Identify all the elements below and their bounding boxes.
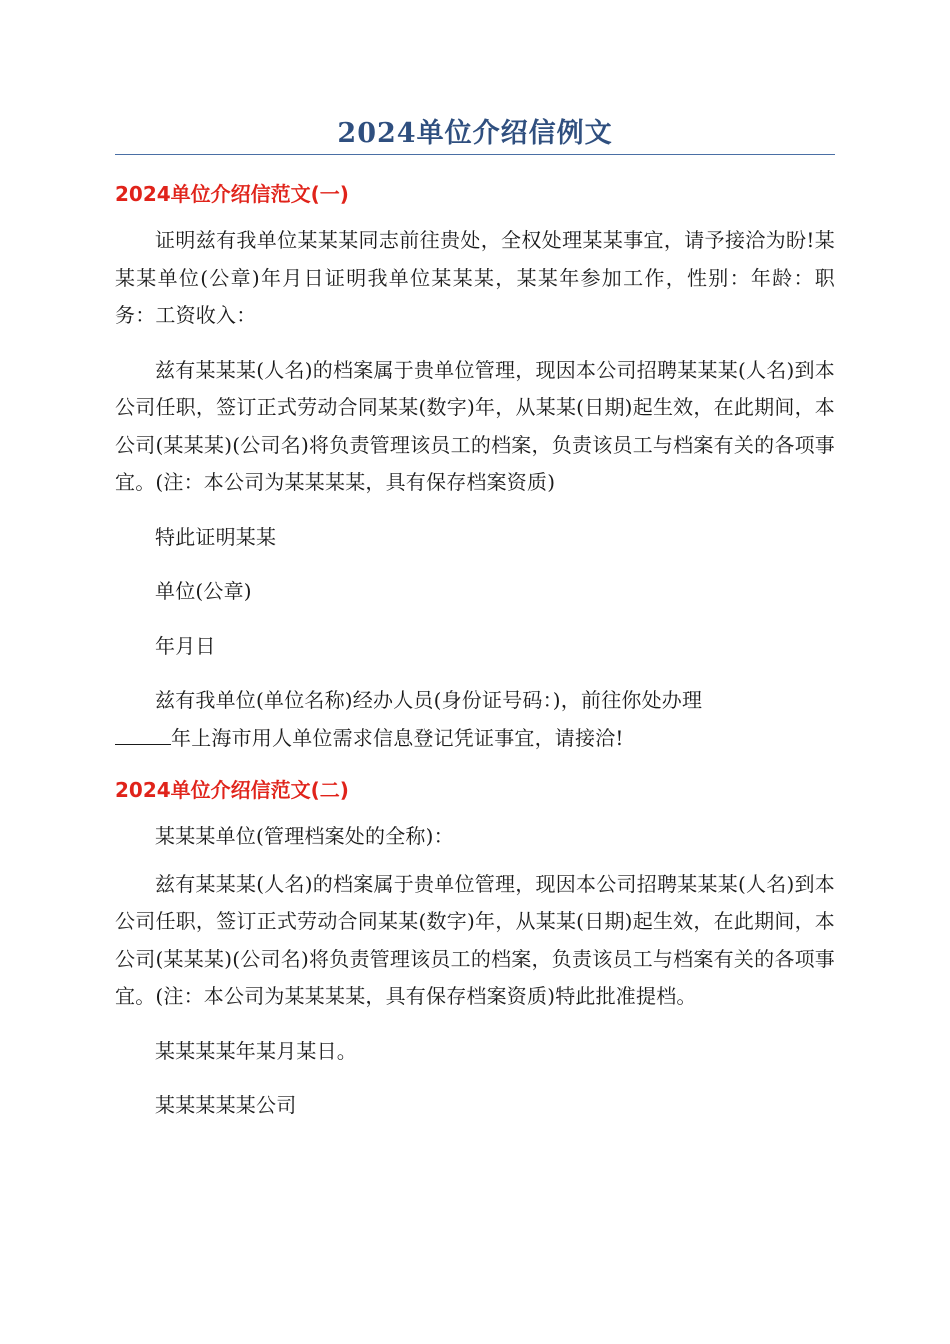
document-body xyxy=(115,178,835,1142)
paragraph: 某某某某年某月某日。 xyxy=(155,1038,357,1063)
paragraph: 某某某某某公司 xyxy=(155,1093,297,1117)
paragraph: 证明兹有我单位某某某同志前往贵处，全权处理某某事宜，请予接洽为盼!某某某单位(公章)年月日证明我单位某某某，某某年参加工作，性别：年龄：职务：工资收入： xyxy=(115,228,835,327)
paragraph: 年月日 xyxy=(155,633,216,658)
title-divider xyxy=(115,154,835,155)
section-heading-1: 2024单位介绍信范文(一) xyxy=(115,182,349,206)
document-title: 2024单位介绍信例文 xyxy=(337,118,613,149)
section-heading-2: 2024单位介绍信范文(二) xyxy=(115,778,349,802)
paragraph-with-blank xyxy=(115,682,835,757)
paragraph: 兹有某某某(人名)的档案属于贵单位管理，现因本公司招聘某某某(人名)到本公司任职，签订正式劳动合同某某(数字)年，从某某(日期)起生效，在此期间，本公司(某某某)(公司名)将负责管理该员工的档案，负责该员工与档案有关的各项事宜。(注：本公司为某某某某，具有保存档案资质) xyxy=(115,357,835,494)
paragraph: 某某某单位(管理档案处的全称)： xyxy=(155,824,454,848)
paragraph: 特此证明某某 xyxy=(155,524,277,549)
paragraph: 兹有某某某(人名)的档案属于贵单位管理，现因本公司招聘某某某(人名)到本公司任职，签订正式劳动合同某某(数字)年，从某某(日期)起生效，在此期间，本公司(某某某)(公司名)将负责管理该员工的档案，负责该员工与档案有关的各项事宜。(注：本公司为某某某某，具有保存档案资质)特此批准提档。 xyxy=(115,871,835,1008)
paragraph: 单位(公章) xyxy=(155,579,252,603)
paragraph-text-tail: 年上海市用人单位需求信息登记凭证事宜，请接洽! xyxy=(171,725,624,750)
blank-fill-line xyxy=(115,743,171,745)
paragraph-text: 兹有我单位(单位名称)经办人员(身份证号码：)，前往你处办理 xyxy=(155,688,703,712)
